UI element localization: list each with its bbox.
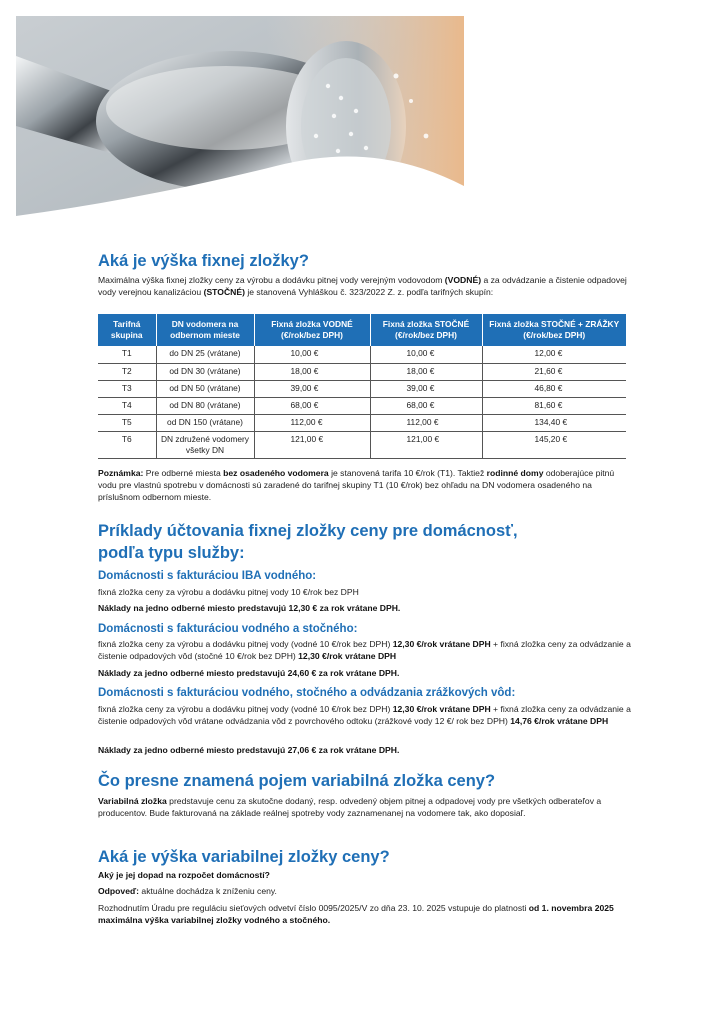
example1-heading: Domácnosti s fakturáciou IBA vodného: <box>98 570 317 582</box>
table-cell: 68,00 € <box>254 397 370 414</box>
table-row <box>98 397 626 414</box>
examples-title-line1: Príklady účtovania fixnej zložky ceny pre domácnosť, <box>98 522 518 540</box>
table-cell: 10,00 € <box>254 346 370 363</box>
example2-total: Náklady za jedno odberné miesto predstavujú 24,60 € za rok vrátane DPH. <box>98 668 400 678</box>
variable-component-title: Čo presne znamená pojem variabilná zložka ceny? <box>98 772 496 790</box>
table-cell: T1 <box>98 346 156 363</box>
example2-text: fixná zložka ceny za výrobu a dodávku pitnej vody (vodné 10 €/rok bez DPH) 12,30 €/rok vrátane DPH + fixná zložka ceny za odvádzanie a čistenie odpadových vôd (stočné 10 €/rok bez DPH) 12,30 €/rok vrátane DPH <box>98 639 631 661</box>
table-cell: 18,00 € <box>370 363 482 380</box>
table-row <box>98 414 626 431</box>
example3-text: fixná zložka ceny za výrobu a dodávku pitnej vody (vodné 10 €/rok bez DPH) 12,30 €/rok vrátane DPH + fixná zložka ceny za odvádzanie a čistenie odpadových vôd vrátane odvádzania vôd z povrchového odtoku (zrážkové vody 12 €/ rok bez DPH) 14,76 €/rok vrátane DPH <box>98 704 631 726</box>
table-cell: od DN 150 (vrátane) <box>156 414 254 431</box>
table-cell: 68,00 € <box>370 397 482 414</box>
header-fixed-sewer: Fixná zložka STOČNÉ (€/rok/bez DPH) <box>370 314 482 346</box>
table-cell: 112,00 € <box>370 414 482 431</box>
variable-amount-title: Aká je výška variabilnej zložky ceny? <box>98 848 390 866</box>
header-dn-meter: DN vodomera na odbernom mieste <box>156 314 254 346</box>
table-cell: 121,00 € <box>254 431 370 458</box>
table-cell: DN združené vodomery všetky DN <box>156 431 254 458</box>
table-row <box>98 346 626 363</box>
examples-title-line2: podľa typu služby: <box>98 544 245 562</box>
table-cell: 18,00 € <box>254 363 370 380</box>
example3-heading: Domácnosti s fakturáciou vodného, stočného a odvádzania zrážkových vôd: <box>98 687 516 699</box>
table-cell: od DN 80 (vrátane) <box>156 397 254 414</box>
table-cell: 10,00 € <box>370 346 482 363</box>
example1-total: Náklady na jedno odberné miesto predstavujú 12,30 € za rok vrátane DPH. <box>98 603 401 613</box>
fixed-component-intro: Maximálna výška fixnej zložky ceny za výrobu a dodávku pitnej vody verejným vodovodom (VODNÉ) a za odvádzanie a čistenie odpadovej vody verejnou kanalizáciou (STOČNÉ) je stanovená Vyhláškou č. 323/2022 Z. z. podľa tarifných skupín: <box>98 275 627 297</box>
table-note: Poznámka: Pre odberné miesta bez osadeného vodomera je stanovená tarifa 10 €/rok (T1). Taktiež rodinné domy odoberajúce pitnú vodu pre vlastnú spotrebu v domácnosti sú zaradené do tarifnej skupiny T1 (10 €/rok) bez ohľadu na DN vodomera osadeného na príslušnom odbernom mieste. <box>98 468 615 502</box>
table-cell: T4 <box>98 397 156 414</box>
variable-component-text: Variabilná zložka predstavuje cenu za skutočne dodaný, resp. odvedený objem pitnej a odpadovej vody pre všetkých odberateľov a producentov. Bude fakturovaná na základe reálnej spotreby vody zaznamenanej na vodomere tak, ako doposiaľ. <box>98 796 602 818</box>
table-cell: od DN 50 (vrátane) <box>156 380 254 397</box>
table-cell: T3 <box>98 380 156 397</box>
tariff-table <box>98 314 626 459</box>
example3-total: Náklady za jedno odberné miesto predstavujú 27,06 € za rok vrátane DPH. <box>98 745 400 755</box>
shower-head-photo <box>16 16 464 242</box>
table-cell: 46,80 € <box>482 380 626 397</box>
table-cell: 121,00 € <box>370 431 482 458</box>
fixed-component-title: Aká je výška fixnej zložky? <box>98 252 309 270</box>
table-row <box>98 380 626 397</box>
table-cell: T2 <box>98 363 156 380</box>
table-cell: T5 <box>98 414 156 431</box>
table-cell: 134,40 € <box>482 414 626 431</box>
table-cell: od DN 30 (vrátane) <box>156 363 254 380</box>
office-decision-text: Rozhodnutím Úradu pre reguláciu sieťových odvetví číslo 0095/2025/V zo dňa 23. 10. 2025 vstupuje do platnosti od 1. novembra 2025 maximálna výška variabilnej zložky vodného a stočného. <box>98 903 614 925</box>
table-cell: 39,00 € <box>370 380 482 397</box>
table-cell: 145,20 € <box>482 431 626 458</box>
table-row <box>98 431 626 458</box>
budget-answer: Odpoveď: aktuálne dochádza k zníženiu ceny. <box>98 886 277 896</box>
example1-text: fixná zložka ceny za výrobu a dodávku pitnej vody 10 €/rok bez DPH <box>98 587 359 597</box>
table-cell: do DN 25 (vrátane) <box>156 346 254 363</box>
table-cell: T6 <box>98 431 156 458</box>
table-row <box>98 363 626 380</box>
header-tariff-group: Tarifná skupina <box>98 314 156 346</box>
tariff-table-header <box>98 314 626 346</box>
budget-question: Aký je jej dopad na rozpočet domácností? <box>98 870 270 880</box>
header-fixed-sewer-rain: Fixná zložka STOČNÉ + ZRÁŽKY (€/rok/bez DPH) <box>482 314 626 346</box>
header-fixed-water: Fixná zložka VODNÉ (€/rok/bez DPH) <box>254 314 370 346</box>
example2-heading: Domácnosti s fakturáciou vodného a stočného: <box>98 623 358 635</box>
table-cell: 112,00 € <box>254 414 370 431</box>
table-cell: 81,60 € <box>482 397 626 414</box>
table-cell: 39,00 € <box>254 380 370 397</box>
table-cell: 12,00 € <box>482 346 626 363</box>
table-cell: 21,60 € <box>482 363 626 380</box>
